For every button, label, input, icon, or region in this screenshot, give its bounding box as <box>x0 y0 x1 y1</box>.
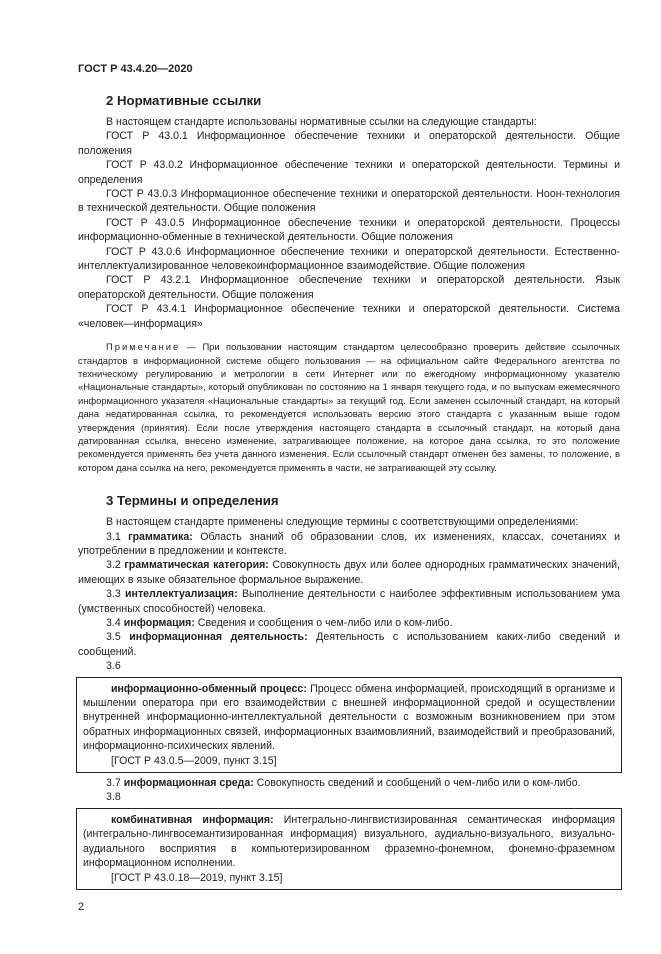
term-entry <box>78 587 620 616</box>
note-label: Примечание <box>106 341 181 353</box>
term-name: грамматическая категория: <box>124 559 269 572</box>
term-entry <box>78 558 620 587</box>
boxed-term <box>76 808 622 890</box>
term-name: информационно-обменный процесс: <box>111 682 307 695</box>
section-heading: 3 Термины и определения <box>106 493 279 509</box>
term-source: [ГОСТ Р 43.0.18—2019, пункт 3.15] <box>111 871 283 884</box>
boxed-term <box>76 677 622 773</box>
term-definition: Область знаний об образовании слов, их изменениях, классах, сочетаниях и употреблении в предложении и контексте. <box>78 530 620 557</box>
term-name: информационная среда: <box>123 777 254 790</box>
term-definition: Совокупность сведений и сообщений о чем-либо или о ком-либо. <box>253 777 581 790</box>
reference-item: ГОСТ Р 43.0.6 Информационное обеспечение техники и операторской деятельности. Естественно-интеллектуализированное человекоинформационное взаимодействие. Общие положения <box>78 245 620 273</box>
reference-item: ГОСТ Р 43.4.1 Информационное обеспечение техники и операторской деятельности. Система «человек—информация» <box>78 303 620 330</box>
paragraph: В настоящем стандарте применены следующие термины с соответствующими определениями: <box>106 516 579 529</box>
term-definition: Совокупность двух или более однородных грамматических значений, имеющих в языке обязательное формальное выражение. <box>78 559 620 586</box>
reference-item: ГОСТ Р 43.0.2 Информационное обеспечение техники и операторской деятельности. Термины и определения <box>78 159 620 186</box>
term-entry <box>78 530 620 559</box>
term-definition: Процесс обмена информацией, происходящий в организме и мышлении оператора при его взаимодействии с внешней информационной средой и осуществлении внутренней информационно-интеллектуальной деятельности с возможным возникновением при этом обратных информационных связей, информационных взаимовлияний, взаимодействий и преобразований, информационно-психических явлений. <box>83 682 615 753</box>
page-number: 2 <box>78 900 85 913</box>
term-number: 3.7 <box>106 777 121 790</box>
term-entry <box>83 813 615 871</box>
term-name: интеллектуализация: <box>125 588 238 601</box>
reference-item: ГОСТ Р 43.0.3 Информационное обеспечение техники и операторской деятельности. Ноон-технология в технической деятельности. Общие положения <box>78 188 620 215</box>
term-entry <box>78 630 620 659</box>
term-name: информационная деятельность: <box>129 631 308 644</box>
reference-item: ГОСТ Р 43.0.1 Информационное обеспечение техники и операторской деятельности. Общие положения <box>78 130 620 157</box>
reference-item: ГОСТ Р 43.2.1 Информационное обеспечение техники и операторской деятельности. Язык операторской деятельности. Общие положения <box>78 274 620 301</box>
term-number: 3.1 <box>106 530 121 543</box>
term-source: [ГОСТ Р 43.0.5—2009, пункт 3.15] <box>111 754 277 767</box>
term-number: 3.4 <box>106 617 121 629</box>
reference-item: ГОСТ Р 43.0.5 Информационное обеспечение техники и операторской деятельности. Процессы информационно-обменные в технической деятельности. Общие положения <box>78 216 620 244</box>
term-name: комбинативная информация: <box>111 813 274 826</box>
term-entry <box>78 616 620 630</box>
term-definition: Сведения и сообщения о чем-либо или о ком-либо. <box>194 617 453 629</box>
term-number: 3.5 <box>106 631 121 644</box>
document-header: ГОСТ Р 43.4.20—2020 <box>78 63 193 75</box>
section-terms <box>78 492 620 890</box>
term-number: 3.6 <box>106 660 121 673</box>
paragraph: В настоящем стандарте использованы нормативные ссылки на следующие стандарты: <box>106 116 537 128</box>
term-definition: Интегрально-лингвистизированная семантическая информация (интегрально-лингвосемантизированная информация) визуального, аудиально-визуального, визуально-аудиального восприятия в компьютеризированном фраземно-фонемном, фонемно-фраземном информационном исполнении. <box>83 813 615 870</box>
term-name: грамматика: <box>128 530 193 543</box>
note <box>78 340 620 474</box>
term-number: 3.2 <box>106 559 121 572</box>
term-entry <box>78 776 620 790</box>
term-entry <box>83 682 615 754</box>
term-definition: Деятельность с использованием каких-либо сведений и сообщений. <box>78 631 620 658</box>
term-name: информация: <box>123 617 195 629</box>
section-heading: 2 Нормативные ссылки <box>106 93 262 108</box>
term-number: 3.3 <box>106 588 121 601</box>
term-definition: Выполнение деятельности с наиболее эффективным использованием ума (умственных способностей) человека. <box>78 588 620 615</box>
note-text: — При пользовании настоящим стандартом целесообразно проверить действие ссылочных стандартов в информационной системе общего пользования — на официальном сайте Федерального агентства по техническому регулированию и метрологии в сети Интернет или по ежегодному информационному указателю «Национальные стандарты», который опубликован по состоянию на 1 января текущего года, и по выпускам ежемесячного информационного указателя «Национальные стандарты» за текущий год. Если заменен ссылочный стандарт, на который дана недатированная ссылка, то рекомендуется использовать версию этого стандарта с указанным выше годом утверждения (принятия). Если после утверждения настоящего стандарта в ссылочный стандарт, на который дана датированная ссылка, внесено изменение, затрагивающее положение, на которое дана ссылка, то это положение рекомендуется применять без учета данного изменения. Если ссылочный стандарт отменен без замены, то положение, в котором дана ссылка на него, рекомендуется применять в части, не затрагивающей эту ссылку. <box>78 341 620 473</box>
section-normative-references <box>78 92 620 474</box>
term-number: 3.8 <box>106 791 121 804</box>
